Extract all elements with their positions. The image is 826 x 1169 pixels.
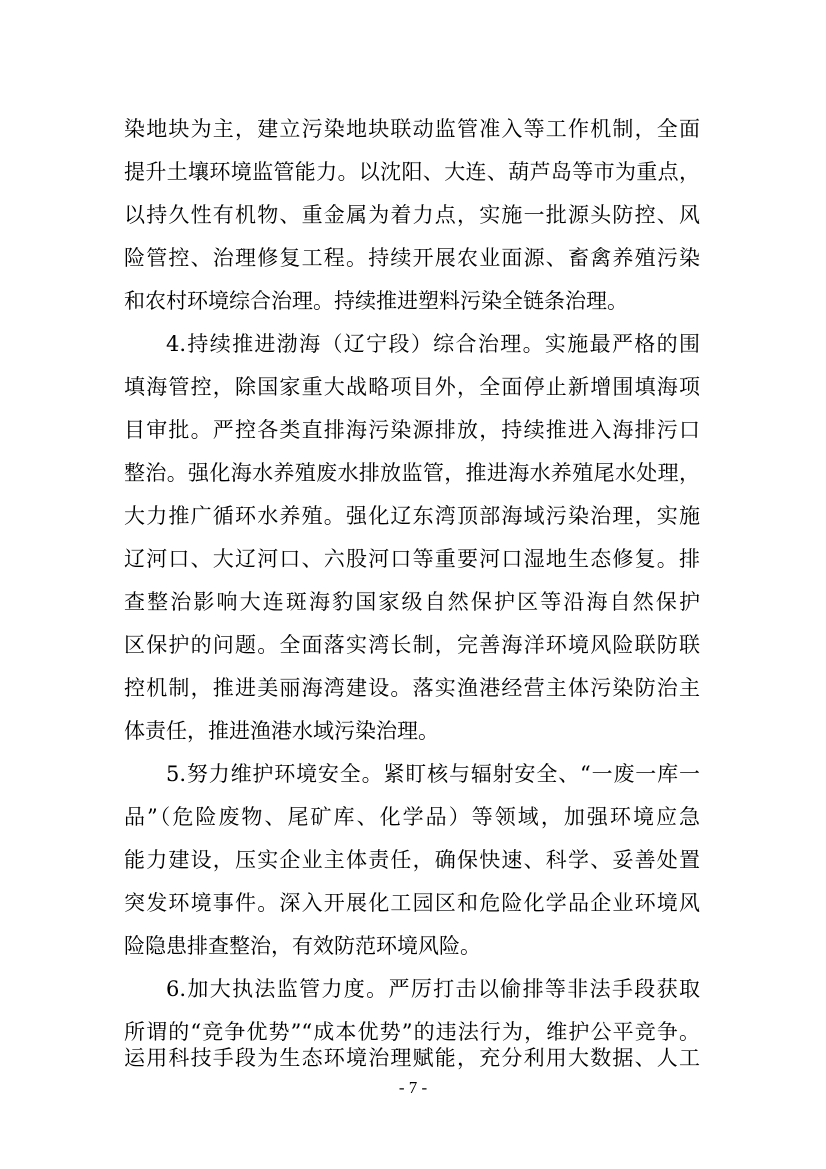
text-line: 体责任，推进渔港水域污染治理。 bbox=[124, 719, 439, 743]
text-line: 以持久性有机物、重金属为着力点，实施一批源头防控、风 bbox=[124, 203, 700, 227]
page-number: - 7 - bbox=[398, 1078, 428, 1097]
text-line: 整治。强化海水养殖废水排放监管，推进海水养殖尾水处理， bbox=[124, 461, 700, 485]
text-line: 和农村环境综合治理。持续推进塑料污染全链条治理。 bbox=[124, 289, 628, 313]
text-line: 险管控、治理修复工程。持续开展农业面源、畜禽养殖污染 bbox=[124, 246, 700, 270]
text-line: 查整治影响大连斑海豹国家级自然保护区等沿海自然保护 bbox=[124, 590, 700, 614]
text-line: 目审批。严控各类直排海污染源排放，持续推进入海排污口 bbox=[124, 418, 700, 442]
text-line: 控机制，推进美丽海湾建设。落实渔港经营主体污染防治主 bbox=[124, 676, 700, 700]
paragraph-heading-line: 6.加大执法监管力度。严厉打击以偷排等非法手段获取 bbox=[166, 977, 700, 1001]
text-line: 大力推广循环水养殖。强化辽东湾顶部海域污染治理，实施 bbox=[124, 504, 700, 528]
paragraph-heading-line: 5.努力维护环境安全。紧盯核与辐射安全、“一废一库一 bbox=[166, 762, 700, 786]
text-line: 运用科技手段为生态环境治理赋能，充分利用大数据、人工 bbox=[124, 1046, 700, 1070]
text-line: 染地块为主，建立污染地块联动监管准入等工作机制，全面 bbox=[124, 117, 700, 141]
text-line: 填海管控，除国家重大战略项目外，全面停止新增围填海项 bbox=[124, 375, 700, 399]
text-line: 所谓的“竞争优势”“成本优势”的违法行为，维护公平竞争。 bbox=[124, 1020, 700, 1044]
text-line: 辽河口、大辽河口、六股河口等重要河口湿地生态修复。排 bbox=[124, 547, 700, 571]
text-line: 品”（危险废物、尾矿库、化学品）等领域，加强环境应急 bbox=[124, 805, 700, 829]
text-line: 能力建设，压实企业主体责任，确保快速、科学、妥善处置 bbox=[124, 848, 700, 872]
text-line: 突发环境事件。深入开展化工园区和危险化学品企业环境风 bbox=[124, 891, 700, 915]
paragraph-heading-line: 4.持续推进渤海（辽宁段）综合治理。实施最严格的围 bbox=[166, 332, 700, 356]
text-line: 区保护的问题。全面落实湾长制，完善海洋环境风险联防联 bbox=[124, 633, 700, 657]
text-line: 提升土壤环境监管能力。以沈阳、大连、葫芦岛等市为重点， bbox=[124, 160, 700, 184]
text-line: 险隐患排查整治，有效防范环境风险。 bbox=[124, 934, 481, 958]
